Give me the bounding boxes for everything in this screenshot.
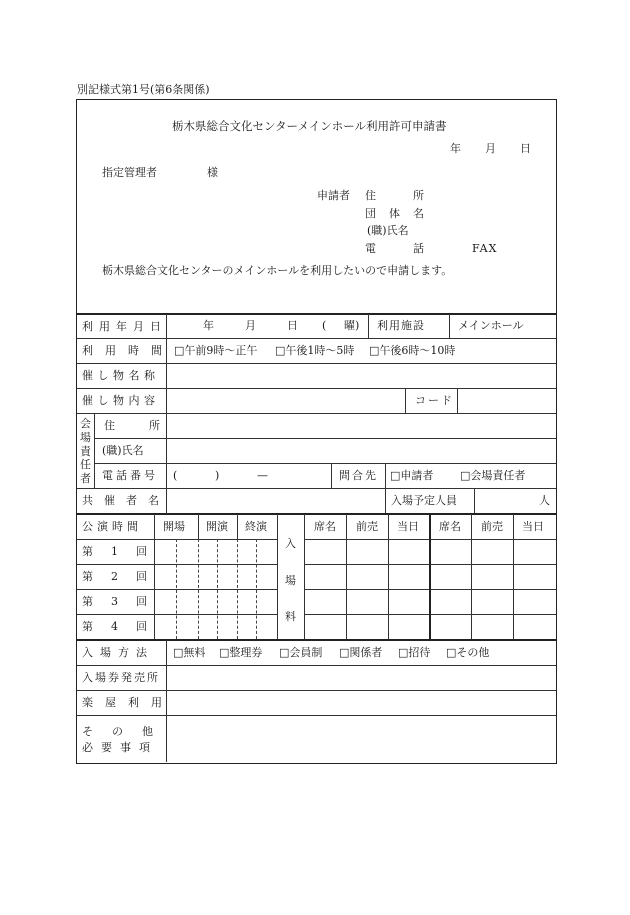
event-content-field[interactable] [167, 389, 404, 413]
fee-col-sameday-1: 当日 [397, 520, 419, 533]
manager-address-label-b: 所 [149, 419, 160, 432]
submit-date-month: 月 [485, 142, 496, 155]
contact-option-manager[interactable]: □会場責任者 [460, 469, 526, 482]
use-date-month: 月 [245, 319, 256, 332]
vertical-label-char: 任 [80, 458, 91, 472]
event-name-label: 催し物名称 [82, 369, 160, 382]
phone-paren-close: ) [215, 469, 220, 482]
manager-name-label: (職)氏名 [102, 444, 144, 457]
fee-col-sameday-2: 当日 [522, 520, 544, 533]
dressing-room-label: 楽屋利用 [82, 696, 174, 709]
contact-label: 問合先 [339, 469, 378, 482]
use-time-label: 利用時間 [82, 344, 174, 357]
applicant-group-label-b: 体 [389, 207, 400, 220]
other-requirements-label-line1: その他 [82, 725, 172, 738]
venue-manager-label [78, 418, 93, 484]
applicant-tel-label-b: 話 [413, 242, 424, 255]
applicant-address-label-a: 住 [365, 189, 376, 202]
phone-dash: — [257, 469, 268, 482]
time-option-morning[interactable]: □午前9時〜正午 [174, 344, 258, 357]
applicant-name-label: (職)氏名 [367, 224, 409, 237]
form-title: 栃木県総合文化センターメインホール利用許可申請書 [172, 119, 447, 133]
submit-date-day: 日 [520, 142, 531, 155]
vertical-label-char: 会 [80, 417, 91, 430]
method-option-free[interactable]: □無料 [173, 646, 206, 659]
fee-col-advance-2: 前売 [481, 520, 503, 533]
code-field[interactable] [458, 389, 555, 413]
event-name-field[interactable] [167, 364, 555, 388]
use-date-day: 日 [287, 319, 298, 332]
other-requirements-field[interactable] [167, 716, 555, 761]
use-date-weekday: 曜) [344, 319, 360, 332]
vertical-label-char: 場 [285, 573, 296, 587]
cosponsor-label: 共催者名 [82, 494, 170, 507]
dressing-room-field[interactable] [167, 691, 555, 715]
use-date-paren: ( [322, 319, 327, 332]
fee-col-advance-1: 前売 [356, 520, 378, 533]
contact-option-applicant[interactable]: □申請者 [390, 469, 434, 482]
round-4-label: 第4回 [82, 620, 165, 633]
fee-col-seat-2: 席名 [439, 520, 461, 533]
application-statement: 栃木県総合文化センターのメインホールを利用したいので申請します。 [102, 264, 453, 277]
entry-method-label: 入場方法 [82, 646, 154, 659]
applicant-group-label-a: 団 [365, 207, 376, 220]
fee-col-seat-1: 席名 [314, 520, 336, 533]
cosponsor-field[interactable] [167, 489, 384, 513]
col-start: 開演 [206, 520, 228, 533]
round-2-label: 第2回 [82, 570, 165, 583]
vertical-label-char: 者 [80, 472, 91, 485]
phone-paren-open: ( [173, 469, 178, 482]
manager-name-field[interactable] [167, 439, 555, 463]
time-option-afternoon[interactable]: □午後1時〜5時 [275, 344, 355, 357]
manager-address-field[interactable] [167, 414, 555, 438]
attendance-unit: 人 [539, 494, 550, 507]
col-end: 終演 [245, 520, 267, 533]
vertical-label-char: 責 [80, 444, 91, 458]
addressee-label: 指定管理者 [102, 166, 157, 179]
vertical-label-char: 場 [80, 430, 91, 444]
use-date-year: 年 [203, 319, 214, 332]
use-date-label-text: 利用年月日 [82, 319, 167, 333]
ticket-office-label: 入場券発売所 [82, 671, 160, 684]
time-option-evening[interactable]: □午後6時〜10時 [369, 344, 456, 357]
col-open-doors: 開場 [163, 520, 185, 533]
method-option-invitation[interactable]: □招待 [398, 646, 431, 659]
round-3-label: 第3回 [82, 595, 165, 608]
manager-phone-label: 電話番号 [102, 469, 158, 482]
method-option-related-persons[interactable]: □関係者 [339, 646, 383, 659]
applicant-label: 申請者 [317, 189, 350, 202]
event-content-label: 催し物内容 [82, 394, 160, 407]
facility-label: 利用施設 [377, 319, 425, 332]
method-option-other[interactable]: □その他 [446, 646, 490, 659]
addressee-suffix: 様 [207, 166, 218, 179]
round-1-label: 第1回 [82, 545, 165, 558]
vertical-label-char: 入 [285, 537, 296, 550]
code-label: コード [415, 394, 454, 407]
method-option-membership[interactable]: □会員制 [279, 646, 323, 659]
attendance-label: 入場予定人員 [391, 494, 457, 507]
applicant-fax-label: FAX [472, 242, 498, 255]
submit-date-year: 年 [450, 142, 461, 155]
applicant-group-label-c: 名 [413, 207, 424, 220]
ticket-office-field[interactable] [167, 666, 555, 690]
vertical-label-char: 料 [285, 610, 296, 623]
use-date-label [82, 314, 167, 338]
other-requirements-label-line2: 必要事項 [82, 741, 158, 754]
applicant-address-label-b: 所 [413, 189, 424, 202]
manager-address-label-a: 住 [104, 419, 115, 432]
fee-label [283, 538, 298, 622]
method-option-numbered-ticket[interactable]: □整理券 [219, 646, 263, 659]
form-caption: 別記様式第1号(第6条関係) [77, 83, 210, 96]
facility-value: メインホール [458, 319, 524, 332]
applicant-tel-label-a: 電 [365, 242, 376, 255]
performance-time-label: 公演時間 [82, 520, 142, 533]
